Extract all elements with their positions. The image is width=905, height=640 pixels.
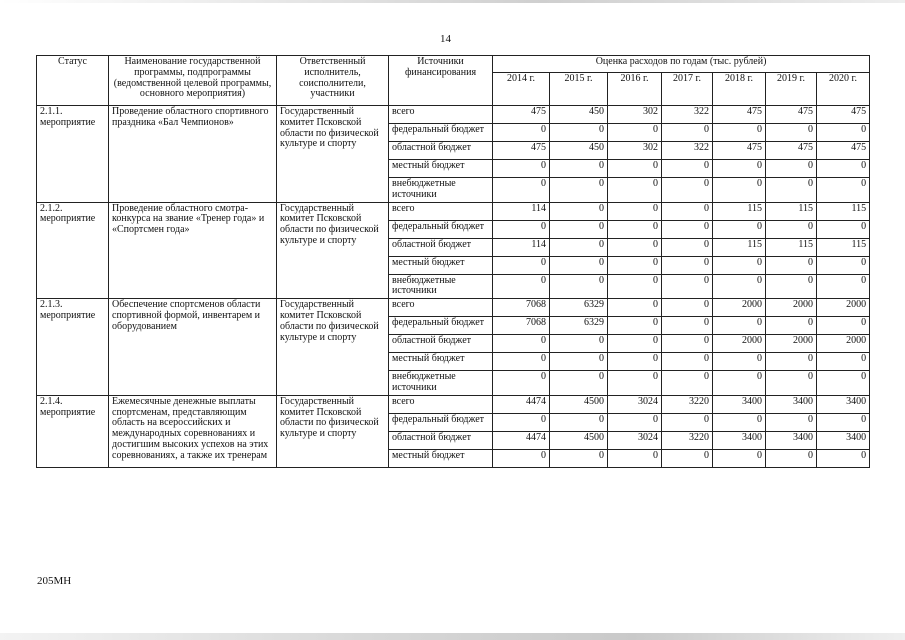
table-row <box>37 106 870 124</box>
expense-value: 0 <box>493 274 550 299</box>
expense-value: 0 <box>817 124 870 142</box>
funding-source: всего <box>389 299 493 317</box>
expense-value: 0 <box>608 299 662 317</box>
expense-value: 0 <box>608 220 662 238</box>
expense-value: 0 <box>608 317 662 335</box>
funding-source: федеральный бюджет <box>389 413 493 431</box>
expense-value: 0 <box>550 413 608 431</box>
expense-value: 3400 <box>817 431 870 449</box>
table-row <box>37 395 870 413</box>
activity-type: мероприятие <box>40 309 96 321</box>
activity-executor: Государственный комитет Псковской области по физической культуре и спорту <box>277 395 389 467</box>
expense-value: 2000 <box>766 299 817 317</box>
expense-value: 302 <box>608 142 662 160</box>
expense-value: 0 <box>817 220 870 238</box>
expense-value: 0 <box>817 413 870 431</box>
expense-value: 0 <box>550 178 608 203</box>
expense-value: 0 <box>550 353 608 371</box>
expense-value: 0 <box>662 335 713 353</box>
expense-value: 3400 <box>713 395 766 413</box>
expense-value: 0 <box>662 274 713 299</box>
expense-value: 475 <box>817 142 870 160</box>
expense-value: 0 <box>713 353 766 371</box>
expense-value: 0 <box>817 274 870 299</box>
expense-value: 7068 <box>493 299 550 317</box>
expense-value: 7068 <box>493 317 550 335</box>
expense-value: 115 <box>713 202 766 220</box>
expense-value: 450 <box>550 142 608 160</box>
expense-value: 0 <box>662 413 713 431</box>
expense-value: 0 <box>608 160 662 178</box>
expense-value: 3400 <box>766 395 817 413</box>
funding-source: всего <box>389 106 493 124</box>
activity-executor: Государственный комитет Псковской области по физической культуре и спорту <box>277 299 389 396</box>
expense-value: 0 <box>550 220 608 238</box>
header-year: 2014 г. <box>493 73 550 106</box>
expense-value: 0 <box>608 371 662 396</box>
funding-source: федеральный бюджет <box>389 124 493 142</box>
expense-value: 0 <box>817 256 870 274</box>
activity-name: Проведение областного спортивного праздника «Бал Чемпионов» <box>109 106 277 203</box>
expense-value: 2000 <box>817 335 870 353</box>
funding-source: всего <box>389 202 493 220</box>
expense-value: 0 <box>608 413 662 431</box>
expense-value: 0 <box>766 317 817 335</box>
expense-value: 0 <box>608 449 662 467</box>
expense-value: 0 <box>493 413 550 431</box>
expense-value: 0 <box>817 353 870 371</box>
activity-type: мероприятие <box>40 406 96 418</box>
expense-value: 0 <box>550 124 608 142</box>
expense-value: 0 <box>766 371 817 396</box>
expense-value: 0 <box>662 317 713 335</box>
expense-value: 475 <box>713 106 766 124</box>
expense-value: 475 <box>817 106 870 124</box>
expense-value: 0 <box>662 449 713 467</box>
expense-value: 0 <box>608 353 662 371</box>
expense-value: 0 <box>766 353 817 371</box>
expense-value: 0 <box>550 335 608 353</box>
expense-value: 475 <box>766 142 817 160</box>
funding-source: федеральный бюджет <box>389 317 493 335</box>
expense-value: 0 <box>662 371 713 396</box>
expense-value: 0 <box>493 371 550 396</box>
expense-value: 6329 <box>550 317 608 335</box>
activity-executor: Государственный комитет Псковской области по физической культуре и спорту <box>277 202 389 299</box>
expense-value: 0 <box>550 160 608 178</box>
activity-code: 2.1.2. <box>40 202 63 214</box>
expense-value: 0 <box>766 449 817 467</box>
funding-source: внебюджетные источники <box>389 371 493 396</box>
funding-source: областной бюджет <box>389 238 493 256</box>
expense-value: 0 <box>713 178 766 203</box>
expense-value: 0 <box>766 124 817 142</box>
expense-value: 0 <box>662 238 713 256</box>
expense-value: 0 <box>817 449 870 467</box>
expense-value: 2000 <box>766 335 817 353</box>
expense-value: 0 <box>493 449 550 467</box>
expense-value: 0 <box>608 178 662 203</box>
funding-source: местный бюджет <box>389 256 493 274</box>
header-program-name: Наименование государственной программы, подпрограммы (ведомственной целевой программы, основного мероприятия) <box>109 56 277 106</box>
expense-value: 0 <box>608 238 662 256</box>
expense-value: 475 <box>493 142 550 160</box>
funding-source: областной бюджет <box>389 431 493 449</box>
expense-value: 0 <box>713 220 766 238</box>
header-row <box>37 56 870 73</box>
funding-source: местный бюджет <box>389 353 493 371</box>
funding-source: местный бюджет <box>389 160 493 178</box>
expense-value: 0 <box>713 274 766 299</box>
expense-value: 0 <box>608 124 662 142</box>
activity-code: 2.1.3. <box>40 299 63 311</box>
expense-value: 322 <box>662 106 713 124</box>
funding-source: внебюджетные источники <box>389 178 493 203</box>
activity-name: Проведение областного смотра-конкурса на звание «Тренер года» и «Спортсмен года» <box>109 202 277 299</box>
expense-table <box>36 55 870 468</box>
funding-source: областной бюджет <box>389 142 493 160</box>
funding-source: внебюджетные источники <box>389 274 493 299</box>
expense-value: 3400 <box>766 431 817 449</box>
expense-value: 114 <box>493 202 550 220</box>
expense-value: 0 <box>766 413 817 431</box>
expense-value: 475 <box>766 106 817 124</box>
expense-value: 115 <box>817 238 870 256</box>
expense-value: 6329 <box>550 299 608 317</box>
page-number: 14 <box>440 33 451 45</box>
table-row <box>37 299 870 317</box>
expense-value: 115 <box>766 238 817 256</box>
expense-value: 0 <box>766 178 817 203</box>
funding-source: всего <box>389 395 493 413</box>
header-expense-estimate: Оценка расходов по годам (тыс. рублей) <box>493 56 870 73</box>
expense-value: 0 <box>550 238 608 256</box>
expense-value: 0 <box>766 274 817 299</box>
header-year: 2018 г. <box>713 73 766 106</box>
activity-type: мероприятие <box>40 116 96 128</box>
expense-value: 0 <box>713 160 766 178</box>
expense-value: 3220 <box>662 431 713 449</box>
expense-value: 0 <box>608 202 662 220</box>
expense-value: 0 <box>766 160 817 178</box>
expense-value: 4474 <box>493 395 550 413</box>
header-executor: Ответственный исполнитель, соисполнители, участники <box>277 56 389 106</box>
expense-value: 322 <box>662 142 713 160</box>
expense-value: 0 <box>713 449 766 467</box>
expense-value: 0 <box>493 178 550 203</box>
expense-value: 0 <box>817 317 870 335</box>
expense-value: 4474 <box>493 431 550 449</box>
scan-edge-bottom <box>0 633 905 640</box>
header-year: 2019 г. <box>766 73 817 106</box>
expense-value: 3024 <box>608 431 662 449</box>
expense-value: 0 <box>662 353 713 371</box>
expense-value: 3400 <box>713 431 766 449</box>
expense-value: 450 <box>550 106 608 124</box>
expense-value: 0 <box>766 256 817 274</box>
expense-value: 475 <box>713 142 766 160</box>
expense-value: 0 <box>493 220 550 238</box>
header-year: 2016 г. <box>608 73 662 106</box>
expense-value: 0 <box>817 371 870 396</box>
expense-value: 0 <box>550 449 608 467</box>
table-body <box>37 106 870 468</box>
expense-value: 0 <box>493 256 550 274</box>
expense-value: 4500 <box>550 431 608 449</box>
expense-value: 4500 <box>550 395 608 413</box>
funding-source: областной бюджет <box>389 335 493 353</box>
expense-value: 0 <box>493 335 550 353</box>
expense-value: 2000 <box>713 335 766 353</box>
expense-value: 2000 <box>713 299 766 317</box>
expense-value: 0 <box>766 220 817 238</box>
expense-value: 0 <box>493 353 550 371</box>
expense-value: 0 <box>713 317 766 335</box>
expense-value: 3024 <box>608 395 662 413</box>
expense-value: 0 <box>550 256 608 274</box>
status-cell <box>37 202 109 299</box>
activity-name: Обеспечение спортсменов области спортивной формой, инвентарем и оборудованием <box>109 299 277 396</box>
funding-source: местный бюджет <box>389 449 493 467</box>
expense-value: 0 <box>662 299 713 317</box>
funding-source: федеральный бюджет <box>389 220 493 238</box>
expense-value: 0 <box>662 178 713 203</box>
expense-value: 0 <box>608 274 662 299</box>
expense-value: 2000 <box>817 299 870 317</box>
header-year: 2017 г. <box>662 73 713 106</box>
activity-code: 2.1.1. <box>40 106 63 117</box>
expense-value: 0 <box>817 178 870 203</box>
header-year: 2020 г. <box>817 73 870 106</box>
activity-executor: Государственный комитет Псковской области по физической культуре и спорту <box>277 106 389 203</box>
expense-value: 0 <box>493 124 550 142</box>
expense-value: 0 <box>493 160 550 178</box>
expense-value: 0 <box>713 413 766 431</box>
expense-value: 0 <box>662 256 713 274</box>
expense-value: 114 <box>493 238 550 256</box>
status-cell <box>37 395 109 467</box>
expense-value: 0 <box>550 202 608 220</box>
activity-code: 2.1.4. <box>40 395 63 407</box>
expense-value: 302 <box>608 106 662 124</box>
scan-edge-top <box>0 0 905 3</box>
activity-type: мероприятие <box>40 213 96 225</box>
footer-code: 205МН <box>37 575 72 587</box>
header-year: 2015 г. <box>550 73 608 106</box>
activity-name: Ежемесячные денежные выплаты спортсменам, представляющим область на всероссийских и международных соревнованиях и достигшим высоких успехов на этих соревнованиях, а также их тренерам <box>109 395 277 467</box>
expense-value: 0 <box>662 220 713 238</box>
expense-value: 0 <box>550 274 608 299</box>
expense-value: 0 <box>713 371 766 396</box>
header-status: Статус <box>37 56 109 106</box>
expense-value: 3400 <box>817 395 870 413</box>
expense-value: 0 <box>713 124 766 142</box>
expense-value: 0 <box>713 256 766 274</box>
expense-value: 0 <box>662 202 713 220</box>
expense-value: 0 <box>608 335 662 353</box>
expense-value: 0 <box>550 371 608 396</box>
expense-value: 0 <box>817 160 870 178</box>
expense-value: 0 <box>608 256 662 274</box>
expense-value: 0 <box>662 124 713 142</box>
expense-value: 3220 <box>662 395 713 413</box>
expense-value: 115 <box>766 202 817 220</box>
expense-value: 0 <box>662 160 713 178</box>
expense-value: 115 <box>713 238 766 256</box>
expense-value: 115 <box>817 202 870 220</box>
table-row <box>37 202 870 220</box>
expense-value: 475 <box>493 106 550 124</box>
status-cell <box>37 299 109 396</box>
header-sources: Источники финансирования <box>389 56 493 106</box>
status-cell <box>37 106 109 203</box>
